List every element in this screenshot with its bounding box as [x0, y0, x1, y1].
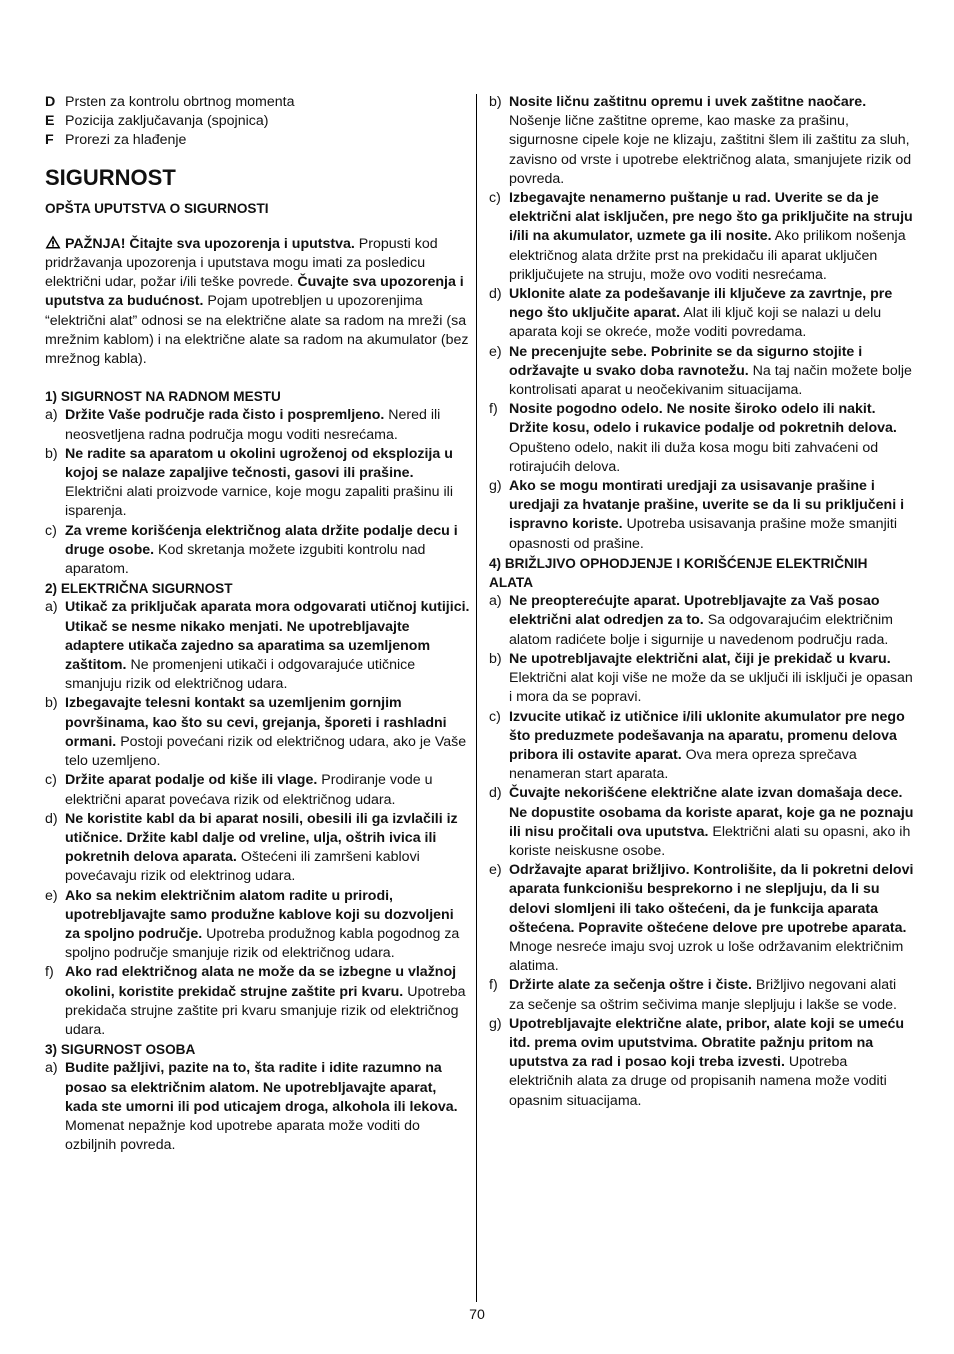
item-text — [65, 1059, 470, 1155]
item-text — [65, 771, 470, 809]
item-normal-text: Upotreba električnih alata za druge od propisanih namena može voditi opasnim situacijama. — [509, 1054, 887, 1109]
item-text — [509, 650, 914, 708]
list-item — [45, 810, 470, 887]
item-normal-text: Na taj način možete bolje kontrolisati aparat u neočekivanim situacijama. — [509, 362, 912, 399]
item-marker: g) — [489, 478, 502, 495]
item-marker: a) — [45, 407, 58, 424]
list-item — [45, 445, 470, 522]
list-item — [489, 285, 914, 343]
legend-item: F Prorezi za hlađenje — [45, 132, 187, 149]
item-bold-text: Nosite ličnu zaštitnu opremu i uvek zaštitne naočare. — [509, 94, 867, 110]
item-text — [509, 1015, 914, 1111]
item-marker: b) — [45, 445, 58, 462]
item-normal-text: Postoji povećani rizik od električnog udara, ako je Vaše telo uzemljeno. — [65, 733, 467, 770]
list-item — [489, 93, 914, 189]
item-text — [65, 445, 470, 522]
item-bold-text: Održavajte aparat brižljivo. Kontrolišite, da li pokretni delovi aparata funkcionišu besprekorno i ne slepljuju, da li su delovi slomljeni ili tako oštećeni, da je funkcija aparata oštećena. Popravite oštećene delove pre upotrebe aparata. — [509, 862, 914, 936]
item-text — [509, 592, 914, 650]
item-marker: d) — [489, 286, 502, 303]
item-text — [509, 477, 914, 554]
list-item — [45, 1059, 470, 1155]
parts-legend — [45, 93, 470, 151]
item-marker: e) — [489, 862, 502, 879]
item-bold-text: Uklonite alate za podešavanje ili ključeve za zavrtnje, pre nego što uključite aparat. — [509, 286, 893, 322]
item-marker: a) — [45, 1060, 58, 1077]
warning-icon — [45, 235, 61, 249]
list-item — [45, 771, 470, 809]
item-bold-text: Izbegavajte nenamerno puštanje u rad. Uverite se da je električni alat isključen, pre nego što ga priključite na struju i/ili na akumulator, uzmete ga ili nosite. — [509, 190, 913, 245]
item-bold-text: Ne preopterećujte aparat. Upotrebljavajte za Vaš posao električni alat odredjen za to. — [509, 593, 880, 629]
list-item — [489, 1015, 914, 1111]
item-text — [509, 343, 914, 401]
list-item — [489, 976, 914, 1014]
item-bold-text: Izvucite utikač iz utičnice i/ili uklonite akumulator pre nego što preduzmete podešavanja na aparatu, promenu delova pribora ili ostavite aparat. — [509, 708, 905, 763]
item-text — [65, 694, 470, 771]
item-normal-text: Oštećeni ili zamršeni kablovi povećavaju rizik od elektrinog udara. — [65, 849, 420, 885]
item-normal-text: Momenat nepažnje kod upotrebe aparata može voditi do ozbiljnih povreda. — [65, 1117, 420, 1154]
item-marker: g) — [489, 1015, 502, 1032]
legend-item: E Pozicija zaključavanja (spojnica) — [45, 113, 269, 130]
section-heading: 3) SIGURNOST OSOBA — [45, 1042, 196, 1058]
list-item — [489, 784, 914, 861]
list-item — [45, 963, 470, 1040]
item-text — [65, 887, 470, 964]
item-text — [65, 406, 470, 444]
item-marker: f) — [45, 964, 54, 981]
list-item — [45, 598, 470, 694]
item-normal-text: Upotreba produžnog kabla pogodnog za spoljno područje smanjuje rizik od električnog udara. — [65, 925, 460, 962]
item-bold-text: Ako se mogu montirati uredjaji za usisavanje prašine i uredjaji za hvatanje prašine, uverite se da li su priključeni i ispravno koriste. — [509, 478, 905, 533]
item-marker: c) — [489, 708, 501, 725]
list-item — [489, 592, 914, 650]
item-text — [509, 93, 914, 189]
list-item — [45, 887, 470, 964]
item-marker: d) — [45, 810, 58, 827]
item-bold-text: Upotrebljavajte električne alate, pribor, alate koji se umeću itd. prema ovim uputstvima. Obratite pažnju pritom na uputstva za rad i posao koji treba izvesti. — [509, 1015, 905, 1071]
item-marker: b) — [489, 650, 502, 667]
item-marker: a) — [489, 593, 502, 610]
list-item — [45, 406, 470, 444]
page-title: SIGURNOST — [45, 164, 176, 190]
item-normal-text: Ne promenjeni utikači i odgovarajuće utičnice smanjuju rizik od električnog udara. — [65, 657, 416, 693]
list-item — [489, 708, 914, 785]
item-text — [509, 189, 914, 285]
item-marker: d) — [489, 785, 502, 802]
item-normal-text: Nered ili neosvetljena radna područja mogu voditi nesrećama. — [65, 407, 441, 443]
item-marker: c) — [45, 772, 57, 789]
item-bold-text: Ne upotrebljavajte električni alat, čiji je prekidač u kvaru. — [509, 650, 891, 667]
item-normal-text: Ako prilikom nošenja električnog alata držite prst na prekidaču ili aparat uključen priključujete na struju, može ovo voditi nesrećama. — [509, 228, 906, 283]
item-text — [65, 963, 470, 1040]
item-text — [509, 708, 914, 785]
item-normal-text: Sa odgovarajućim električnim alatom radićete bolje i sigurnije u navedenom području rada. — [509, 612, 893, 648]
item-normal-text: Nošenje lične zaštitne opreme, kao maske za prašinu, sigurnosne cipele koje ne klizaju, zaštitni šlem ili zaštitu za sluh, zavisno od vrste i upotrebe električnog alata, smanjujete rizik od povreda. — [509, 113, 912, 187]
list-item — [489, 861, 914, 976]
item-text — [509, 285, 914, 343]
item-normal-text: Brižljivo negovani alati za sečenje sa oštrim sečivima manje slepljuju i lakše se vode. — [509, 977, 897, 1013]
item-bold-text: Držirte alate za sečenja oštre i čiste. — [509, 977, 752, 994]
right-sections — [489, 93, 914, 1111]
item-normal-text: Prodiranje vode u električni aparat povećava rizik od električnog udara. — [65, 772, 433, 808]
section-heading: 4) BRIŽLJIVO OPHODJENJE I KORIŠĆENJE ELEKTRIČNIH ALATA — [489, 555, 868, 591]
item-normal-text: Upotreba prekidača strujne zaštite pri kvaru smanjuje rizik od električnog udara. — [65, 983, 466, 1038]
item-marker: c) — [45, 522, 57, 539]
item-bold-text: Čuvajte nekorišćene električne alate izvan domašaja dece. Ne dopustite osobama da koriste aparat, koje ga ne poznaju ili nisu pročitali ova uputstva. — [509, 785, 914, 840]
legend-item: D Prsten za kontrolu obrtnog momenta — [45, 94, 295, 110]
item-bold-text: Držite Vaše područje rada čisto i pospremljeno. — [65, 407, 385, 424]
item-text — [509, 784, 914, 861]
item-marker: e) — [489, 343, 502, 360]
item-bold-text: Ne precenjujte sebe. Pobrinite se da sigurno stojite i održavajte u svako doba ravnotežu. — [509, 343, 863, 379]
item-marker: f) — [489, 401, 498, 418]
item-marker: e) — [45, 887, 58, 904]
item-normal-text: Opušteno odelo, nakit ili duža kosa mogu biti zahvaćeni od rotirajućih delova. — [509, 439, 879, 475]
item-text — [65, 598, 470, 694]
item-bold-text: Ne koristite kabl da bi aparat nosili, obesili ili ga izvlačili iz utičnice. Držite kabl dalje od vreline, ulja, oštrih ivica ili pokretnih delova aparata. — [65, 810, 458, 866]
item-bold-text: Ako sa nekim električnim alatom radite u prirodi, upotrebljavajte samo produžne kablove koji su dozvoljeni za spoljno područje. — [65, 887, 454, 942]
left-column — [45, 93, 470, 1155]
item-marker: b) — [45, 695, 58, 712]
item-marker: b) — [489, 94, 502, 110]
item-normal-text: Alat ili ključ koji se nalazi u delu aparata koji se okreće, može voditi povredama. — [509, 305, 882, 341]
list-item — [489, 400, 914, 477]
section-heading: 2) ELEKTRIČNA SIGURNOST — [45, 581, 233, 597]
page-number: 70 — [469, 1307, 485, 1323]
column-divider — [476, 94, 477, 1302]
list-item — [489, 477, 914, 554]
list-item — [489, 343, 914, 401]
list-item — [489, 650, 914, 708]
item-text — [509, 400, 914, 477]
item-bold-text: Za vreme korišćenja električnog alata držite podalje decu i druge osobe. — [65, 522, 458, 558]
item-text — [65, 522, 470, 580]
item-bold-text: Ne radite sa aparatom u okolini ugroženoj od eksplozija u kojoj se nalaze zapaljive tečnosti, gasovi ili prašine. — [65, 445, 453, 482]
item-marker: a) — [45, 599, 58, 616]
item-bold-text: Budite pažljivi, pazite na to, šta radite i idite razumno na posao sa električnim alatom. Ne upotrebljavajte aparat, kada ste umorni ili pod uticajem droga, alkohola ili lekova. — [65, 1060, 458, 1115]
item-marker: c) — [489, 190, 501, 207]
section-heading: 1) SIGURNOST NA RADNOM MESTU — [45, 389, 281, 405]
list-item — [45, 522, 470, 580]
item-bold-text: Izbegavajte telesni kontakt sa uzemljenim gornjim površinama, kao što su cevi, grejanja, šporeti i rashladni ormani. — [65, 695, 447, 750]
list-item — [489, 189, 914, 285]
item-bold-text: Ako rad električnog alata ne može da se izbegne u vlažnoj okolini, koristite prekidač strujne zaštite pri kvaru. — [65, 964, 457, 1000]
item-bold-text: Nosite pogodno odelo. Ne nosite široko odelo ili nakit. Držite kosu, odelo i rukavice podalje od pokretnih delova. — [509, 401, 897, 437]
item-normal-text: Upotreba usisavanja prašine može smanjiti opasnosti od prašine. — [509, 516, 897, 552]
left-sections — [45, 387, 470, 1155]
item-text — [65, 810, 470, 887]
right-column — [489, 93, 914, 1111]
item-marker: f) — [489, 977, 498, 994]
list-item — [45, 694, 470, 771]
item-text — [509, 976, 914, 1014]
item-normal-text: Električni alati proizvode varnice, koje mogu zapaliti prašinu ili isparenja. — [65, 484, 453, 520]
item-normal-text: Ova mera opreza sprečava nenameran start aparata. — [509, 746, 857, 783]
item-bold-text: Utikač za priključak aparata mora odgovarati utičnoj kutijici. Utikač se nesme nikako menjati. Ne upotrebljavajte adaptere utikača zajedno sa aparatima sa uzemljenom zaštitom. — [65, 599, 470, 674]
item-normal-text: Električni alati su opasni, ako ih koriste neiskusne osobe. — [509, 823, 911, 859]
item-bold-text: Držite aparat podalje od kiše ili vlage. — [65, 772, 318, 789]
item-normal-text: Električni alat koji više ne može da se uključi ili isključi je opasan i mora da se popravi. — [509, 670, 913, 706]
intro-paragraph: PAŽNJA! Čitajte sva upozorenja i uputstva. Propusti kod pridržavanja upozorenja i uputstava mogu imati za posledicu električni udar, požar i/ili teške povrede. Čuvajte sva upozorenja i uputstva za budućnost. Pojam upotrebljen u upozorenjima “električni alat” odnosi se na električne alate sa radom na mreži (sa mrežnim kablom) i na električne alate sa radom na akumulator (bez mrežnog kabla). — [45, 235, 469, 368]
item-normal-text: Kod skretanja možete izgubiti kontrolu nad aparatom. — [65, 541, 426, 578]
section-subtitle: OPŠTA UPUTSTVA O SIGURNOSTI — [45, 200, 269, 216]
item-normal-text: Mnoge nesreće imaju svoj uzrok u loše održavanim električnim alatima. — [509, 938, 904, 975]
item-text — [509, 861, 914, 976]
